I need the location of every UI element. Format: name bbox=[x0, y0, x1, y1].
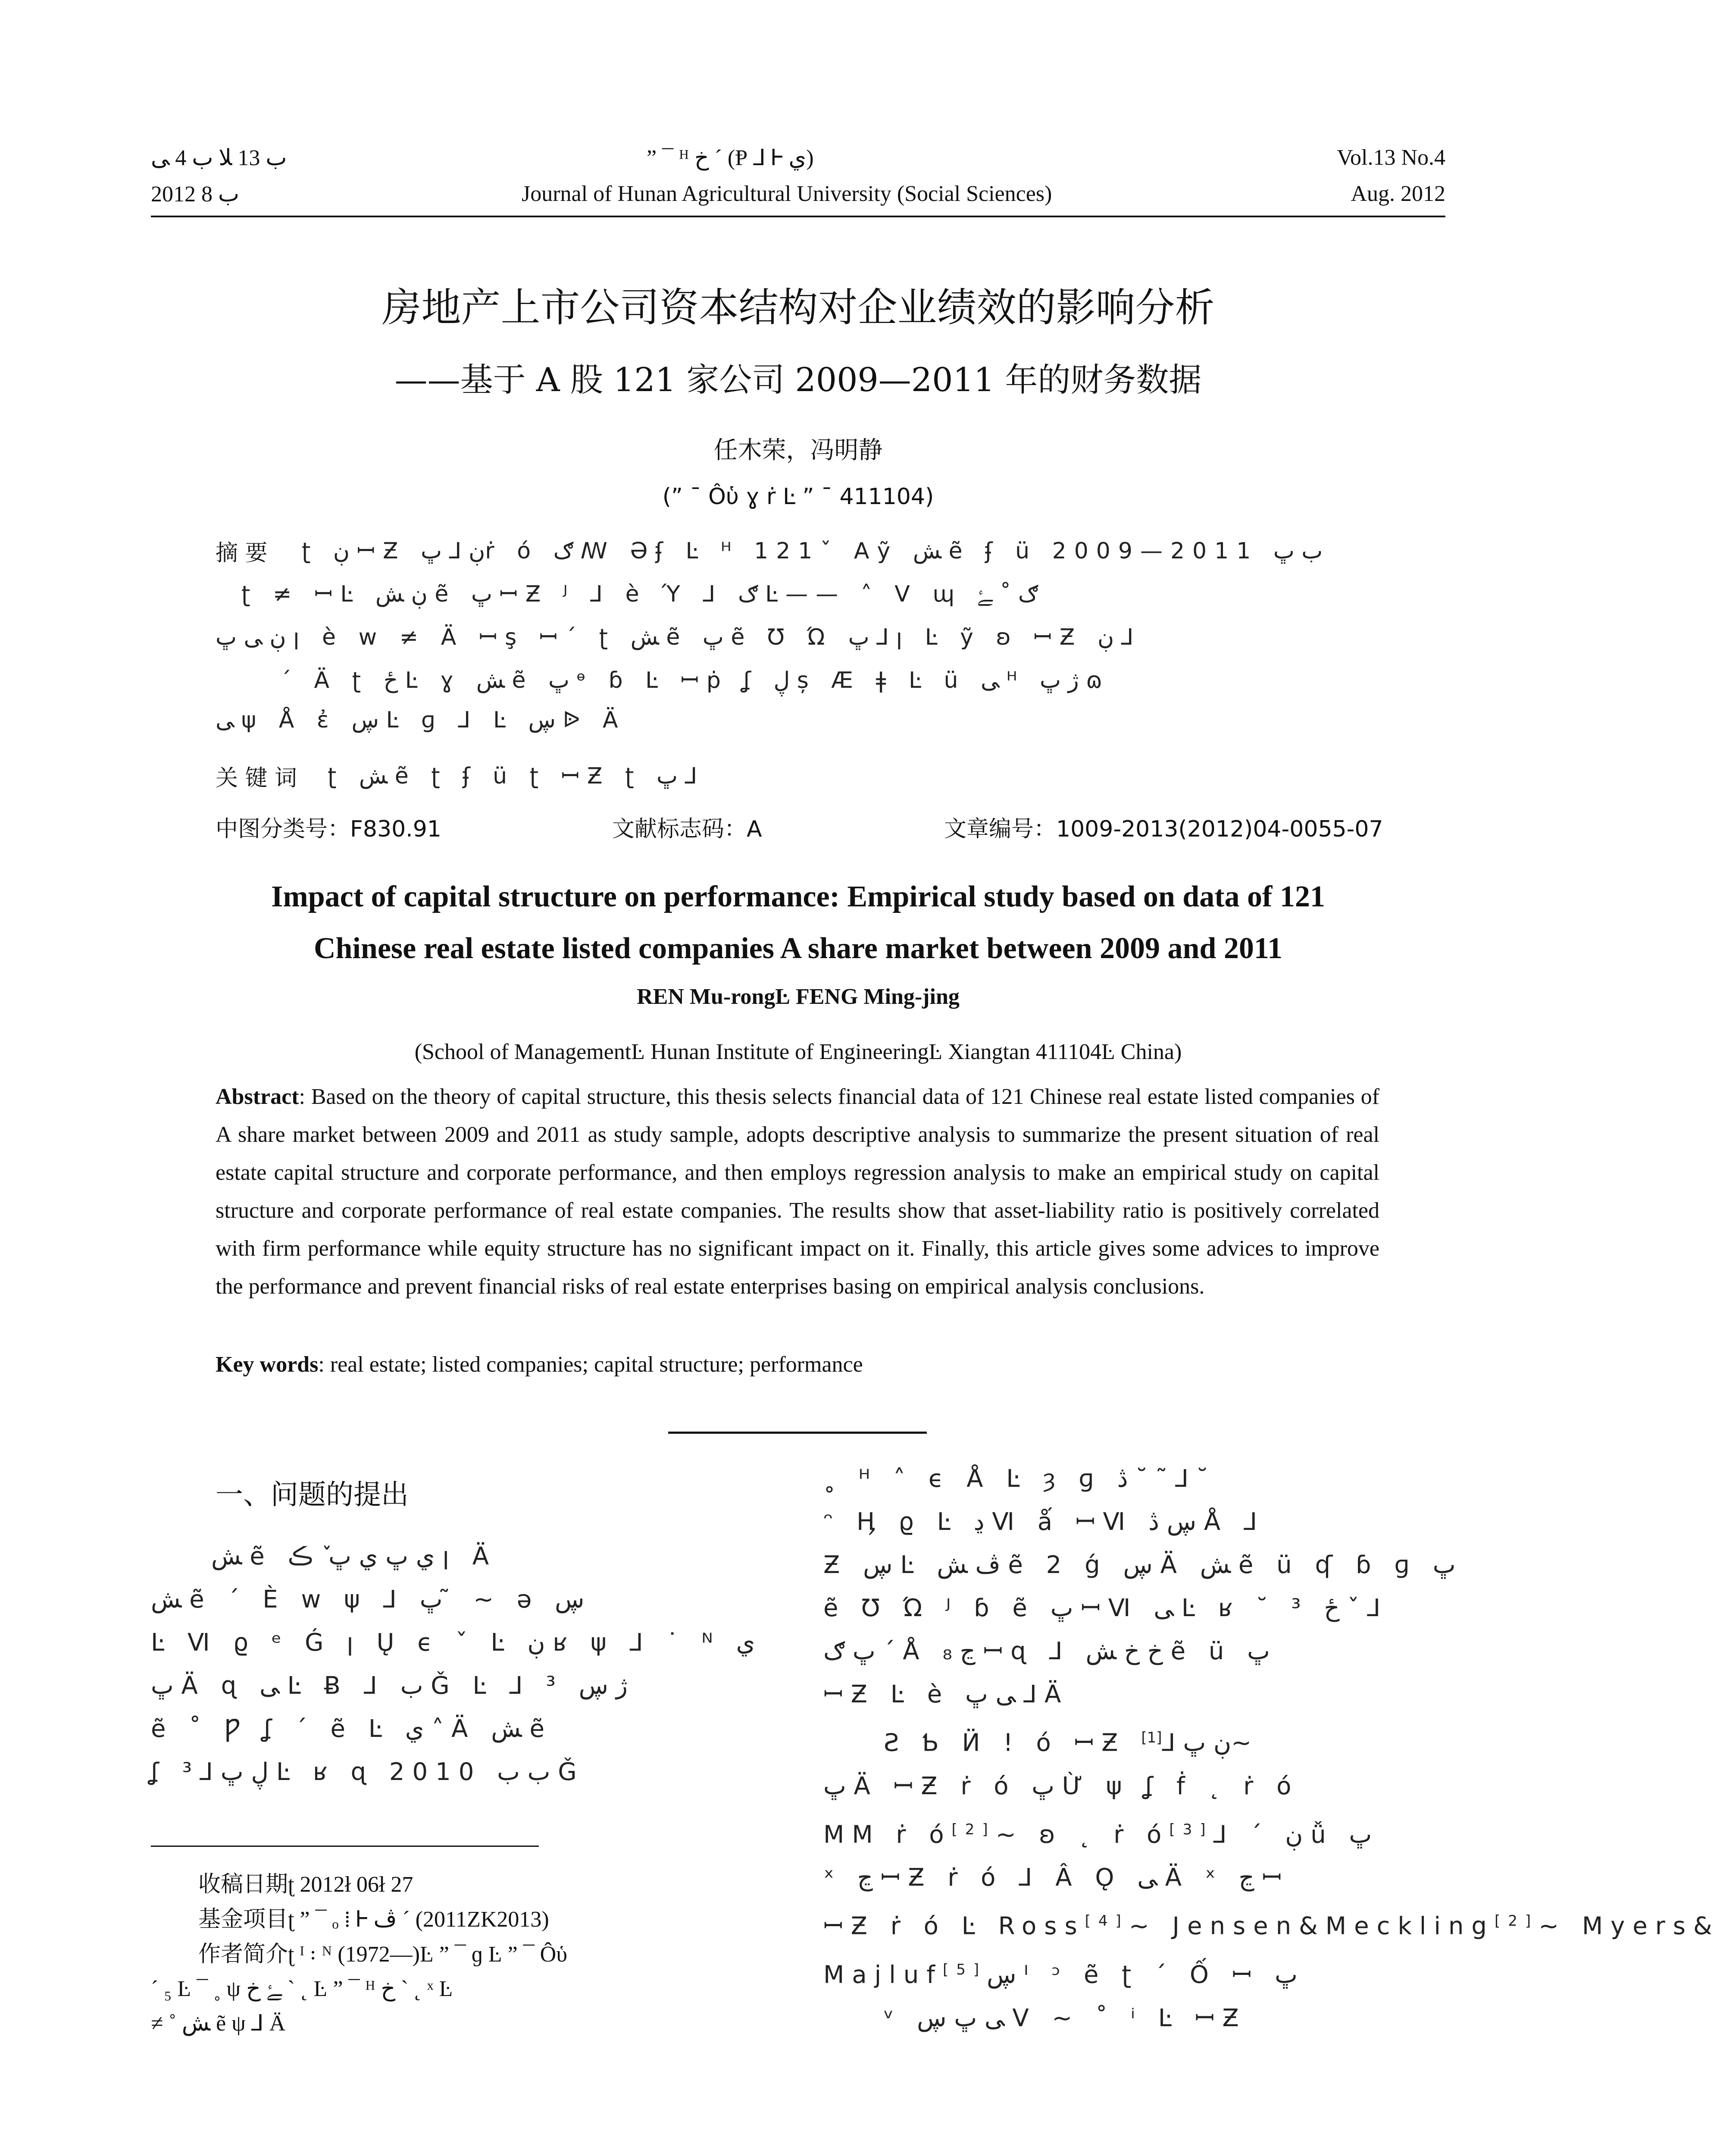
abstract-en-label: Abstract bbox=[216, 1084, 299, 1109]
header-volume-cn: ب 13 ﻼ ب 4 ﯽ bbox=[151, 146, 287, 170]
body-line: Ƶ ڛ Ŀ ڤ ﺶ ẽ 2 ǵ ڛ Ä ﺶ ẽ ü ʠ ɓ ɡ ڀ bbox=[823, 1551, 1456, 1579]
body-text: ~ Jensen&Meckling bbox=[1129, 1912, 1495, 1940]
body-text: ڛ ᴵ ᵓ ẽ ʈ ˊ Ố ꟷ ڀ bbox=[987, 1961, 1298, 1989]
affiliation-en: (School of ManagementĿ Hunan Institute of EngineeringĿ Xiangtan 411104Ŀ China) bbox=[414, 1040, 1182, 1064]
citation-ref: [3] bbox=[1169, 1821, 1213, 1838]
body-line bbox=[823, 1808, 1448, 1857]
body-line: ʆ ڸ ڀ ⅃ ³ Ŀ ʁ ɋ 2010 ب ب Ǧ bbox=[151, 1758, 585, 1786]
article-number: 文章编号：1009-2013(2012)04-0055-07 bbox=[944, 816, 1383, 842]
header-journal-en: Journal of Hunan Agricultural University (Social Sciences) bbox=[522, 182, 1052, 206]
abstract-cn-line: ˊ Ä ʈ ځ Ŀ ɣ ﺶ ẽ ڀ ᶱ ɓ Ŀ ꟷṗ ʆ ڸ ș Æ ǂ Ŀ ü ﯽ ᴴ ژ ڀ ɷ bbox=[280, 667, 1110, 693]
body-line bbox=[823, 1765, 1448, 1808]
body-line: ˳ ᴴ ˄ ϵ Å Ŀ ȝ ɡ ڎ ˘ ˜ ⅃ ˘ bbox=[823, 1465, 1208, 1493]
body-line: ڀ ګ ˊ Å ڃ ₈ ꟷɋ ⅃ خ خ ﺶ ẽ ü ڀ bbox=[823, 1637, 1270, 1665]
abstract-cn-line: ʈ ڹ ꟷƵ ڹ ⅃ ڀṙ ó ګ ꟿ Əʄ Ŀ ᴴ 121ˇ Aỹ ﺶ ẽ ʄ ü 2009—2011 ب ڀ bbox=[302, 538, 1323, 564]
body-text: ~ bbox=[1231, 1729, 1252, 1757]
right-column-body bbox=[823, 1457, 1720, 2040]
paper-title-en-line2: Chinese real estate listed companies A share market between 2009 and 2011 bbox=[313, 932, 1282, 965]
authors-cn: 任木荣，冯明静 bbox=[713, 436, 883, 464]
keywords-en-label: Key words bbox=[216, 1352, 319, 1377]
section-divider bbox=[668, 1432, 927, 1434]
left-column-body bbox=[151, 1535, 772, 1794]
footnotes bbox=[151, 1867, 567, 2041]
abstract-en-text: : Based on the theory of capital structure, this thesis selects financial data of 121 Chinese real estate listed companies of A share market between 2009 and 2011 as study sample, adopts descriptive analysis to summarize the present situation of real estate capital structure and corporate performance, and then employs regression analysis to make an empirical study on capital structure and corporate performance of real estate companies. The results show that asset-liability ratio is positively correlated with firm performance while equity structure has no significant impact on it. Finally, this article gives some advices to improve the performance and prevent financial risks of real estate enterprises basing on empirical analysis conclusions. bbox=[216, 1084, 1379, 1299]
citation-ref: [1] bbox=[1141, 1729, 1162, 1746]
body-text: ⅃ ˊ ڹ ǚ ڀ bbox=[1213, 1821, 1372, 1849]
paper-title-en-line1: Impact of capital structure on performance: Empirical study based on data of 121 bbox=[271, 880, 1325, 913]
authors-en: REN Mu-rongĿ FENG Ming-jing bbox=[637, 984, 960, 1009]
body-line: Ŀ Ⅵ ϱ ᵉ Ǵ ꞁ Ų ϵ ˇ Ŀ ڹ ʁ ψ ⅃ ˙ ᴺ ي bbox=[151, 1629, 755, 1657]
body-line: ꟷƵ Ŀ è ﯽ ڀ ⅃ Ä bbox=[823, 1680, 1069, 1708]
keywords-en bbox=[216, 1352, 1379, 1377]
body-line bbox=[823, 1948, 1448, 1997]
received-label: 收稿日期 bbox=[198, 1871, 288, 1897]
received-date: ʈ 2012ł 06ł 27 bbox=[288, 1872, 413, 1897]
footnote-line: ≠ ˚ ﺶ ẽ ψ ⅃ Ä bbox=[151, 2011, 286, 2036]
body-text: ~ Myers& bbox=[1539, 1912, 1720, 1940]
section-heading: 一、问题的提出 bbox=[216, 1479, 409, 1511]
keywords-cn-label: 关 键 词 bbox=[216, 765, 297, 791]
header-volume-en: Vol.13 No.4 bbox=[1337, 145, 1445, 170]
abstract-cn-line: ﯽ ψ Å ἐ ڛ Ŀ ɡ ⅃ Ŀ ڛ ᐉ Ä bbox=[216, 707, 626, 733]
body-line bbox=[823, 1899, 1720, 1948]
clc-number: 中图分类号：F830.91 bbox=[216, 816, 441, 842]
header-rule bbox=[151, 216, 1445, 217]
citation-ref: [5] bbox=[942, 1961, 987, 1978]
citation-ref: [4] bbox=[1085, 1912, 1129, 1930]
body-line: ﺶ ẽ ي ڀ ي ڀ ٚ ڪ ꞁ Ä bbox=[211, 1542, 497, 1570]
footnote-line: ˊ ₅ Ŀ ¯ ˳ ψ ﮱ خ ` ˛ Ŀ ” ¯ ᴴ خ ` ˛ ˣ Ŀ bbox=[151, 1977, 453, 2001]
body-line bbox=[823, 1716, 1448, 1765]
abstract-cn-label: 摘 要 bbox=[216, 540, 268, 566]
document-code: 文献标志码：A bbox=[612, 816, 762, 842]
keywords-cn-text: ʈ ﺶ ẽ ʈ ʄ ü ʈ ꟷƵ ʈ ڀ ⅃ bbox=[328, 763, 697, 789]
body-text: ~ ʚ ˛ ṙ ó bbox=[995, 1821, 1170, 1849]
body-line: ˣ ڃ ꟷƵ ṙ ó ⅃ Â Ǫ ﯽ Ä ˣ ڃ ꟷ bbox=[823, 1864, 1290, 1892]
paper-subtitle-cn: ——基于 A 股 121 家公司 2009—2011 年的财务数据 bbox=[394, 360, 1202, 399]
footnote-rule bbox=[151, 1846, 539, 1847]
citation-ref: [2] bbox=[951, 1821, 996, 1838]
header-date-en: Aug. 2012 bbox=[1351, 182, 1445, 206]
keywords-en-text: : real estate; listed companies; capital structure; performance bbox=[318, 1352, 863, 1377]
body-text: ڀ Ä ꟷƵ ṙ ó ڀ Ừ ψ ʆ ḟ ˛ ṙ ó bbox=[823, 1772, 1299, 1800]
body-line: ᵔ Ӊ ϱ Ŀ ڍ Ⅵ ǻ ꟷⅥ ڛ ڎ Å ⅃ bbox=[823, 1508, 1265, 1536]
footnote-received bbox=[198, 1867, 567, 1902]
footnote-author bbox=[198, 1937, 567, 1972]
affiliation-cn: (” ¯ Ôὑ ɣ ṙ Ŀ ” ¯ 411104) bbox=[662, 484, 934, 510]
body-line: ڀ Ä ɋ ﯽ Ŀ Ƀ ⅃ ب Ǧ Ŀ ⅃ ³ ژ ڛ bbox=[151, 1672, 628, 1700]
header-journal-cn: ” ¯ ᴴ خ ˊ (Ᵽ ⅃ Ꮀ ي) bbox=[647, 146, 814, 170]
body-text: MM ṙ ó bbox=[823, 1821, 952, 1849]
body-line: ﺶ ẽ ˊ È ᴡ ψ ⅃ ڀ ͂ ~ ə ڛ bbox=[151, 1586, 585, 1614]
body-text: Ƨ Ƅ Ӥ ! ó ꟷƵ ڹ ڀ ⅃ bbox=[884, 1729, 1232, 1757]
citation-ref: [2] bbox=[1494, 1912, 1539, 1930]
header-date-cn: 2012 ب 8 bbox=[151, 182, 239, 207]
abstract-en bbox=[216, 1078, 1379, 1306]
paper-title-cn: 房地产上市公司资本结构对企业绩效的影响分析 bbox=[382, 285, 1215, 331]
body-line: ᵛ ﯽ ڀ ڛ Ⅴ ~ ˚ ⁱ Ŀ ꟷƵ bbox=[884, 2004, 1247, 2032]
body-text: ꟷƵ ṙ ó Ŀ Ross bbox=[823, 1912, 1085, 1940]
footnote-fund bbox=[198, 1902, 567, 1937]
abstract-cn-line: ڹ ﯽ ڀ ꞁ è ᴡ ≠ Ä ꟷş ꟷˊ ʈ ﺶ ẽ ڀ ẽ Ʊ Ώ ڀ ⅃ ꞁ Ŀ ỹ ʚ ꟷƵ ڹ ⅃ bbox=[216, 624, 1134, 650]
fund-text: ʈ ” ¯ ₒ ⁞ Ꮀ ڤ ˊ (2011ZK2013) bbox=[288, 1907, 549, 1932]
body-line: ẽ ˚ Ƿ ʆ ˊ ẽ Ŀ ي ˄ Ä ﺶ ẽ bbox=[151, 1715, 552, 1743]
author-bio-label: 作者简介 bbox=[198, 1941, 288, 1967]
fund-label: 基金项目 bbox=[198, 1906, 288, 1932]
author-bio-text: ʈ ᴵ ꞉ ᴺ (1972—)Ŀ ” ¯ ɡ Ŀ ” ¯ Ôὑ bbox=[288, 1942, 567, 1967]
abstract-cn-line: ʈ ≠ ꟷĿ ڹ ﺶ ẽ ڀ ꟷƵ ᴶ ⅃ è Ύ ⅃ ګ Ŀ—— ˄ Ⅴ ɰ ګ ˚ ﮱ bbox=[241, 581, 1038, 607]
body-text: Majluf bbox=[823, 1961, 943, 1989]
body-line: ẽ Ʊ Ώ ᴶ ɓ ẽ ڀ ꟷⅥ ﯽ Ŀ ʁ ˘ ³ ځ ˇ ⅃ bbox=[823, 1594, 1381, 1622]
